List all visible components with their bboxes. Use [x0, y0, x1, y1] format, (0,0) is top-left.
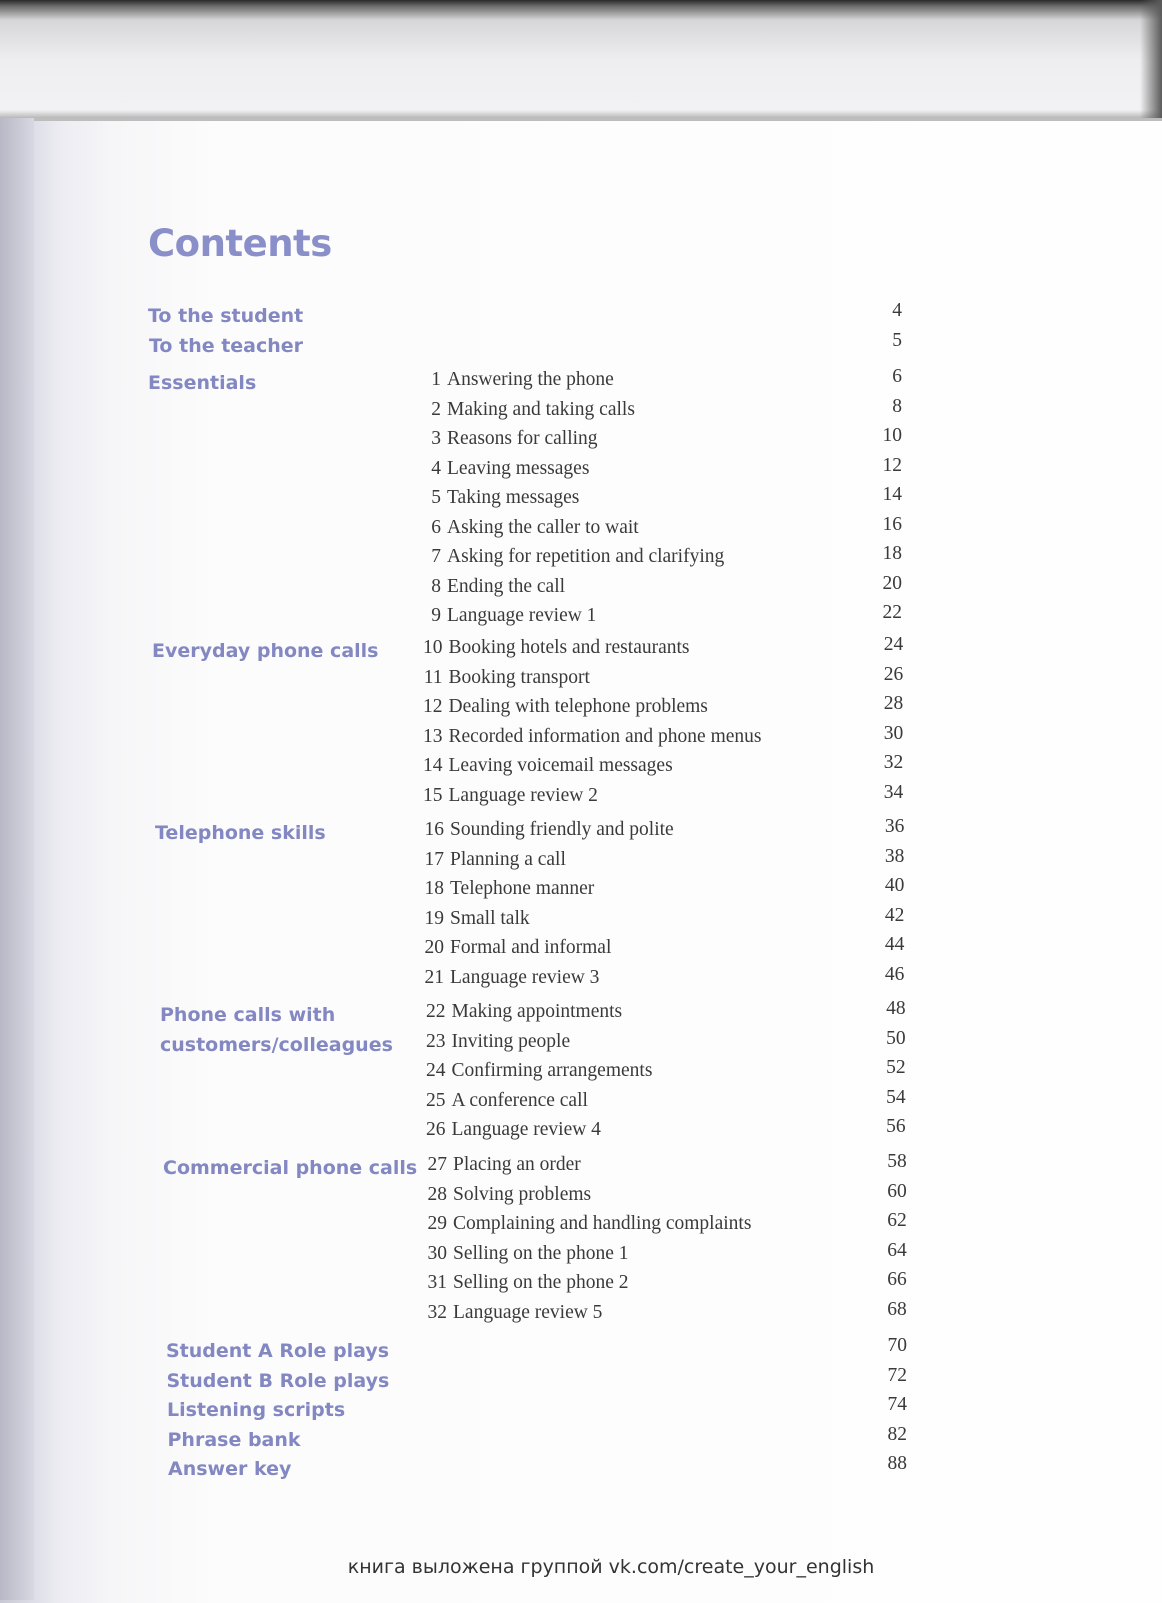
unit-number: 19: [424, 907, 444, 929]
unit-page: 56: [886, 1116, 906, 1137]
unit-title: Dealing with telephone problems: [448, 696, 708, 717]
appendix-entry-page: 72: [887, 1364, 907, 1386]
unit-page: 40: [884, 875, 905, 896]
unit-page: 22: [882, 602, 902, 623]
appendix-entry-label: Student B Role plays: [166, 1369, 390, 1392]
unit-page: 52: [886, 1057, 906, 1078]
unit-number: 5: [431, 487, 441, 508]
unit-page: 14: [882, 484, 902, 505]
unit-title: Ending the call: [447, 575, 566, 597]
section-title: customers/colleagues: [160, 1033, 393, 1056]
unit-page: 28: [883, 693, 904, 714]
intro-entry-label: To the teacher: [149, 334, 304, 357]
page-gutter-shadow: [0, 118, 34, 1600]
unit-number: 12: [423, 696, 443, 717]
unit-page: 64: [887, 1239, 907, 1261]
section-title: Telephone skills: [155, 822, 326, 844]
unit-title: Recorded information and phone menus: [448, 725, 762, 747]
unit-number: 31: [427, 1272, 447, 1293]
unit-page: 18: [882, 543, 902, 564]
unit-title: Language review 1: [447, 605, 597, 626]
unit-title: Booking transport: [448, 666, 590, 688]
unit-title: Small talk: [450, 907, 530, 929]
unit-page: 6: [892, 366, 902, 387]
unit-title: Solving problems: [453, 1183, 592, 1205]
unit-number: 10: [423, 637, 443, 658]
unit-title: Answering the phone: [447, 369, 614, 390]
scanner-top-strip: [0, 0, 1162, 122]
unit-title: Language review 3: [450, 966, 600, 988]
unit-title: Language review 5: [453, 1301, 603, 1323]
appendix-entry-page: 88: [887, 1453, 907, 1474]
unit-page: 66: [887, 1269, 907, 1290]
unit-number: 11: [423, 666, 443, 688]
appendix-entry-label: Answer key: [168, 1458, 292, 1480]
unit-number: 2: [431, 398, 441, 420]
unit-number: 14: [423, 755, 443, 776]
section-title: Essentials: [148, 372, 257, 394]
appendix-entry-page: 82: [887, 1423, 907, 1445]
unit-title: Formal and informal: [450, 937, 612, 958]
unit-page: 36: [884, 816, 905, 837]
unit-page: 30: [883, 722, 904, 744]
unit-title: Inviting people: [451, 1030, 571, 1052]
scanner-edge-shadow: [1140, 0, 1162, 122]
unit-page: 16: [882, 513, 902, 535]
unit-number: 15: [423, 784, 443, 806]
unit-title: Leaving messages: [447, 457, 590, 479]
unit-page: 42: [884, 904, 905, 926]
unit-title: Asking for repetition and clarifying: [447, 546, 725, 567]
unit-number: 1: [431, 369, 441, 390]
unit-title: Reasons for calling: [447, 428, 598, 449]
unit-number: 3: [431, 428, 441, 449]
intro-entry-page: 5: [892, 329, 902, 351]
unit-page: 44: [884, 934, 905, 955]
unit-page: 10: [882, 425, 902, 446]
unit-number: 21: [424, 966, 444, 988]
appendix-entry-label: Student A Role plays: [166, 1340, 390, 1362]
unit-title: Taking messages: [447, 487, 580, 508]
unit-page: 50: [886, 1027, 906, 1049]
unit-page: 62: [887, 1210, 907, 1231]
unit-number: 24: [426, 1060, 446, 1081]
unit-number: 20: [424, 937, 444, 958]
unit-number: 32: [427, 1301, 447, 1323]
unit-title: A conference call: [451, 1089, 588, 1111]
unit-number: 17: [424, 848, 444, 870]
unit-page: 26: [883, 663, 904, 685]
unit-number: 9: [431, 605, 441, 626]
unit-page: 20: [882, 572, 902, 594]
unit-page: 68: [887, 1298, 907, 1320]
unit-title: Placing an order: [453, 1154, 581, 1175]
unit-title: Sounding friendly and polite: [450, 819, 674, 840]
unit-number: 6: [431, 516, 441, 538]
unit-page: 32: [883, 752, 904, 773]
unit-number: 16: [424, 819, 444, 840]
unit-page: 46: [884, 963, 905, 985]
unit-title: Selling on the phone 1: [453, 1242, 629, 1264]
unit-page: 54: [886, 1086, 906, 1108]
unit-page: 60: [887, 1180, 907, 1202]
unit-number: 7: [431, 546, 441, 567]
unit-number: 4: [431, 457, 441, 479]
appendix-entry-page: 70: [887, 1335, 907, 1356]
unit-title: Complaining and handling complaints: [453, 1213, 752, 1234]
unit-number: 30: [427, 1242, 447, 1264]
unit-page: 58: [887, 1151, 907, 1172]
unit-title: Planning a call: [450, 848, 566, 870]
footer-credit: книга выложена группой vk.com/create_your_english: [347, 1556, 875, 1578]
unit-number: 23: [426, 1030, 446, 1052]
unit-number: 28: [427, 1183, 447, 1205]
unit-number: 18: [424, 878, 444, 899]
section-title: Commercial phone calls: [163, 1157, 418, 1179]
section-title: Phone calls with: [160, 1004, 336, 1026]
unit-page: 8: [892, 395, 902, 417]
appendix-entry-page: 74: [887, 1394, 907, 1415]
unit-page: 24: [883, 634, 904, 655]
unit-title: Telephone manner: [450, 878, 595, 899]
appendix-entry-label: Listening scripts: [167, 1399, 346, 1421]
unit-title: Asking the caller to wait: [447, 516, 639, 538]
unit-title: Making appointments: [451, 1001, 623, 1022]
unit-title: Selling on the phone 2: [453, 1272, 629, 1293]
unit-number: 13: [423, 725, 443, 747]
unit-title: Booking hotels and restaurants: [448, 637, 690, 658]
unit-page: 12: [882, 454, 902, 476]
unit-title: Leaving voicemail messages: [448, 755, 673, 776]
unit-page: 38: [884, 845, 905, 867]
unit-number: 22: [426, 1001, 446, 1022]
intro-entry-page: 4: [892, 300, 902, 321]
unit-title: Making and taking calls: [447, 398, 635, 420]
unit-title: Confirming arrangements: [451, 1060, 653, 1081]
unit-title: Language review 4: [451, 1119, 601, 1140]
page-title: Contents: [148, 222, 332, 265]
unit-page: 34: [883, 781, 904, 803]
appendix-entry-label: Phrase bank: [167, 1428, 301, 1451]
unit-number: 26: [426, 1119, 446, 1140]
unit-page: 48: [886, 998, 906, 1019]
intro-entry-label: To the student: [148, 305, 304, 327]
unit-number: 27: [427, 1154, 447, 1175]
unit-title: Language review 2: [448, 784, 598, 806]
unit-number: 29: [427, 1213, 447, 1234]
unit-number: 25: [426, 1089, 446, 1111]
section-title: Everyday phone calls: [152, 640, 379, 662]
unit-number: 8: [431, 575, 441, 597]
